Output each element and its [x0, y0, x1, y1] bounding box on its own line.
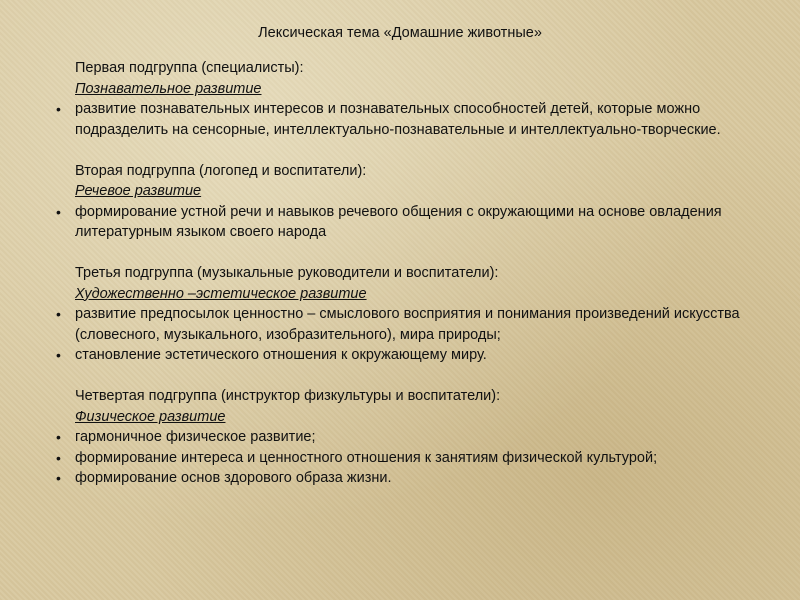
bullet-item: • становление эстетического отношения к окружающему миру. [56, 345, 756, 366]
subgroup-3 [56, 263, 756, 366]
subgroup-subtitle: Физическое развитие [75, 408, 226, 425]
bullet-item: • формирование основ здорового образа жизни. [56, 468, 756, 489]
subgroup-1 [56, 58, 756, 140]
subgroup-header [56, 386, 756, 427]
bullet-item: • развитие познавательных интересов и познавательных способностей детей, которые можно подразделить на сенсорные, интеллектуально-познавательные и интеллектуально-творческие. [56, 99, 756, 140]
subgroup-header [56, 161, 756, 202]
subgroup-header [56, 263, 756, 304]
subgroup-header [56, 58, 756, 99]
bullet-list [56, 99, 756, 140]
subgroup-title: Вторая подгруппа (логопед и воспитатели): [75, 162, 367, 179]
bullet-item: • формирование интереса и ценностного отношения к занятиям физической культурой; [56, 448, 756, 469]
bullet-list [56, 202, 756, 243]
subgroup-subtitle: Познавательное развитие [75, 80, 262, 97]
subgroup-title: Четвертая подгруппа (инструктор физкультуры и воспитатели): [75, 388, 501, 404]
subgroup-subtitle: Речевое развитие [75, 183, 202, 199]
subgroup-title: Первая подгруппа (специалисты): [75, 60, 304, 76]
subgroup-subtitle: Художественно –эстетическое развитие [75, 285, 367, 302]
slide-title: Лексическая тема «Домашние животные» [258, 25, 542, 41]
subgroup-4 [56, 386, 756, 489]
slide-content [56, 58, 756, 509]
subgroup-title: Третья подгруппа (музыкальные руководители и воспитатели): [75, 265, 499, 281]
bullet-list [56, 427, 756, 489]
bullet-item: • гармоничное физическое развитие; [56, 427, 756, 448]
bullet-list [56, 304, 756, 366]
subgroup-2 [56, 161, 756, 243]
bullet-item: • формирование устной речи и навыков речевого общения с окружающими на основе овладения литературным языком своего народа [56, 202, 756, 243]
bullet-item: • развитие предпосылок ценностно – смыслового восприятия и понимания произведений искусства (словесного, музыкального, изобразительного), мира природы; [56, 304, 756, 345]
